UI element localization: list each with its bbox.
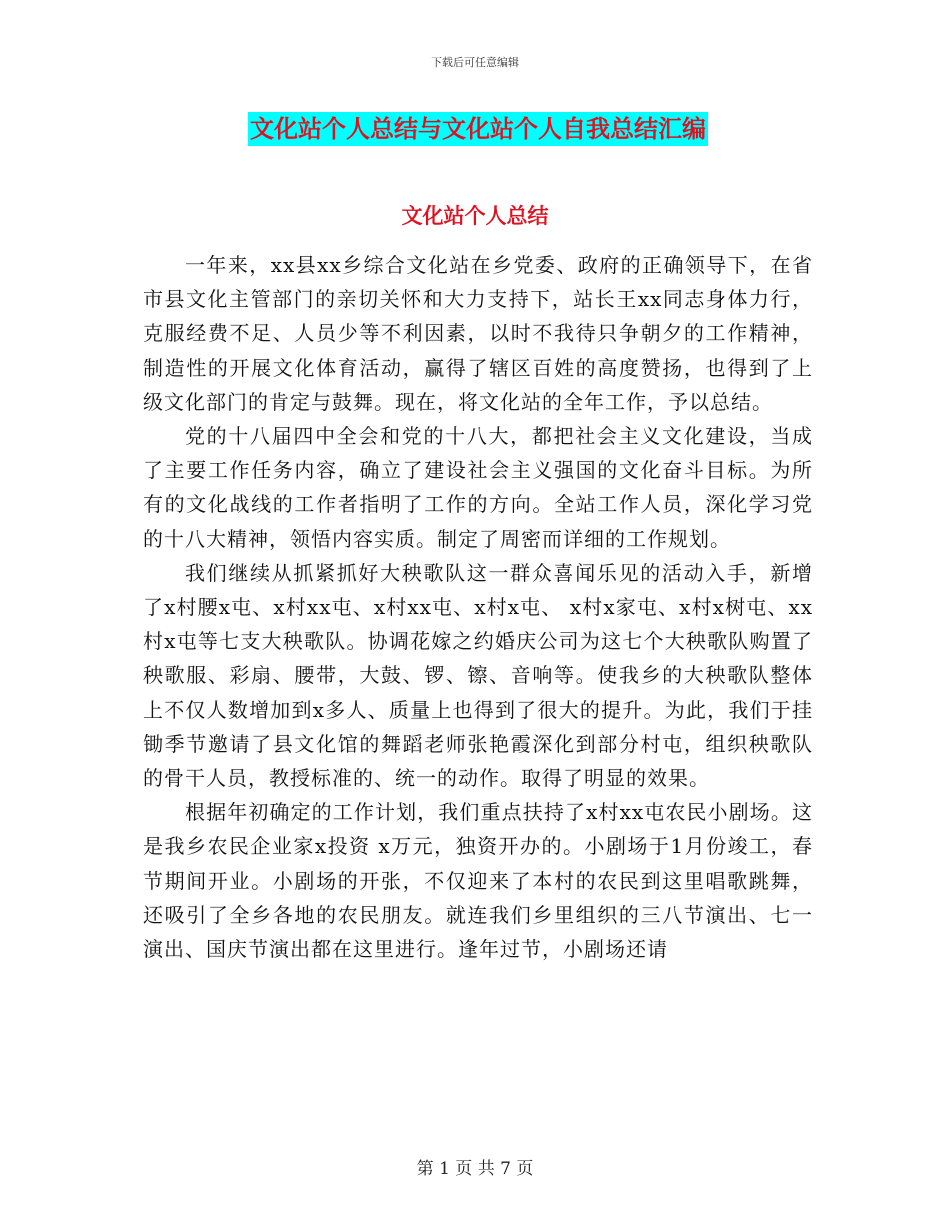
section-title: 文化站个人总结 [401,203,549,228]
page-header-note: 下载后可任意编辑 [431,56,519,69]
paragraph-1: 一年来，xx县xx乡综合文化站在乡党委、政府的正确领导下，在省市县文化主管部门的亲切关怀和大力支持下，站长王xx同志身体力行，克服经费不足、人员少等不利因素，以时不我待只争朝夕的工作精神，制造性的开展文化体育活动，赢得了辖区百姓的高度赞扬，也得到了上级文化部门的肯定与鼓舞。现在，将文化站的全年工作，予以总结。 [143,253,813,414]
document-body [143,248,813,966]
paragraph-2: 党的十八届四中全会和党的十八大，都把社会主义文化建设，当成了主要工作任务内容，确立了建设社会主义强国的文化奋斗目标。为所有的文化战线的工作者指明了工作的方向。全站工作人员，深化学习党的十八大精神，领悟内容实质。制定了周密而详细的工作规划。 [143,424,813,551]
page-number-footer: 第 1 页 共 7 页 [416,1159,534,1179]
paragraph-3: 我们继续从抓紧抓好大秧歌队这一群众喜闻乐见的活动入手，新增了x村腰x屯、x村xx屯、x村xx屯、x村x屯、 x村x家屯、x村x树屯、xx村x屯等七支大秧歌队。协调花嫁之约婚庆公司为这七个大秧歌队购置了秧歌服、彩扇、腰带，大鼓、锣、镲、音响等。使我乡的大秧歌队整体上不仅人数增加到x多人、质量上也得到了很大的提升。为此，我们于挂锄季节邀请了县文化馆的舞蹈老师张艳霞深化到部分村屯，组织秧歌队的骨干人员，教授标准的、统一的动作。取得了明显的效果。 [143,560,813,791]
document-title: 文化站个人总结与文化站个人自我总结汇编 [248,112,708,146]
paragraph-4: 根据年初确定的工作计划，我们重点扶持了x村xx屯农民小剧场。这是我乡农民企业家x投资 x万元，独资开办的。小剧场于1月份竣工，春节期间开业。小剧场的开张，不仅迎来了本村的农民到这里唱歌跳舞，还吸引了全乡各地的农民朋友。就连我们乡里组织的三八节演出、七一演出、国庆节演出都在这里进行。逢年过节，小剧场还请 [143,800,813,962]
